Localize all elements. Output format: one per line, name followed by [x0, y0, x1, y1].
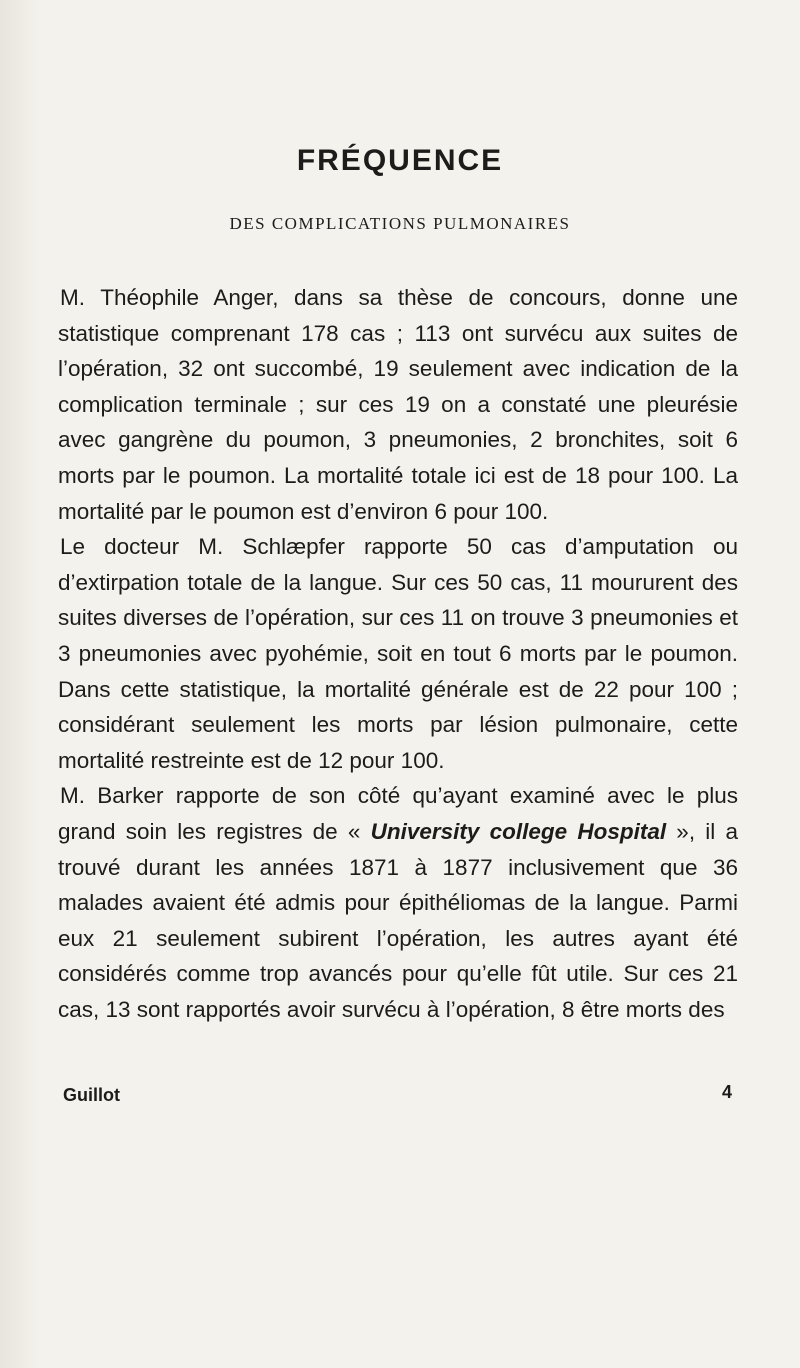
paragraph-barker-start: M. Barker rapporte de son côté qu’ayant examiné avec le plus grand soin les registres de « [58, 783, 738, 844]
paragraph-anger: M. Théophile Anger, dans sa thèse de concours, donne une statistique comprenant 178 cas ; 113 ont survécu aux suites de l’opération, 32 ont succombé, 19 seulement avec indication de la complication terminale ; sur ces 19 on a constaté une pleurésie avec gangrène du poumon, 3 pneumonies, 2 bronchites, soit 6 morts par le poumon. La mortalité totale ici est de 18 pour 100. La mortalité par le poumon est d’environ 6 pour 100. [58, 285, 738, 524]
hospital-name: University college Hospital [370, 818, 667, 844]
paragraph-barker [58, 778, 738, 1027]
body-text [58, 280, 738, 1027]
paragraph-barker-end: », il a trouvé durant les années 1871 à 1877 inclusivement que 36 malades avaient été admis pour épithéliomas de la langue. Parmi eux 21 seulement subirent l’opération, les autres ayant été considérés comme trop avancés pour qu’elle fût utile. Sur ces 21 cas, 13 sont rapportés avoir survécu à l’opération, 8 être morts des [58, 818, 738, 1022]
footer-author: Guillot [63, 1085, 120, 1105]
page-title: FRÉQUENCE [296, 144, 504, 177]
page-subtitle: DES COMPLICATIONS PULMONAIRES [229, 214, 571, 233]
footer-signature: 4 [722, 1082, 733, 1102]
paragraph-schlaepfer: Le docteur M. Schlæpfer rapporte 50 cas d’amputation ou d’extirpation totale de la langue. Sur ces 50 cas, 11 moururent des suites diverses de l’opération, sur ces 11 on trouve 3 pneumonies et 3 pneumonies avec pyohémie, soit en tout 6 morts par le poumon. Dans cette statistique, la mortalité générale est de 22 pour 100 ; considérant seulement les morts par lésion pulmonaire, cette mortalité restreinte est de 12 pour 100. [58, 534, 738, 773]
